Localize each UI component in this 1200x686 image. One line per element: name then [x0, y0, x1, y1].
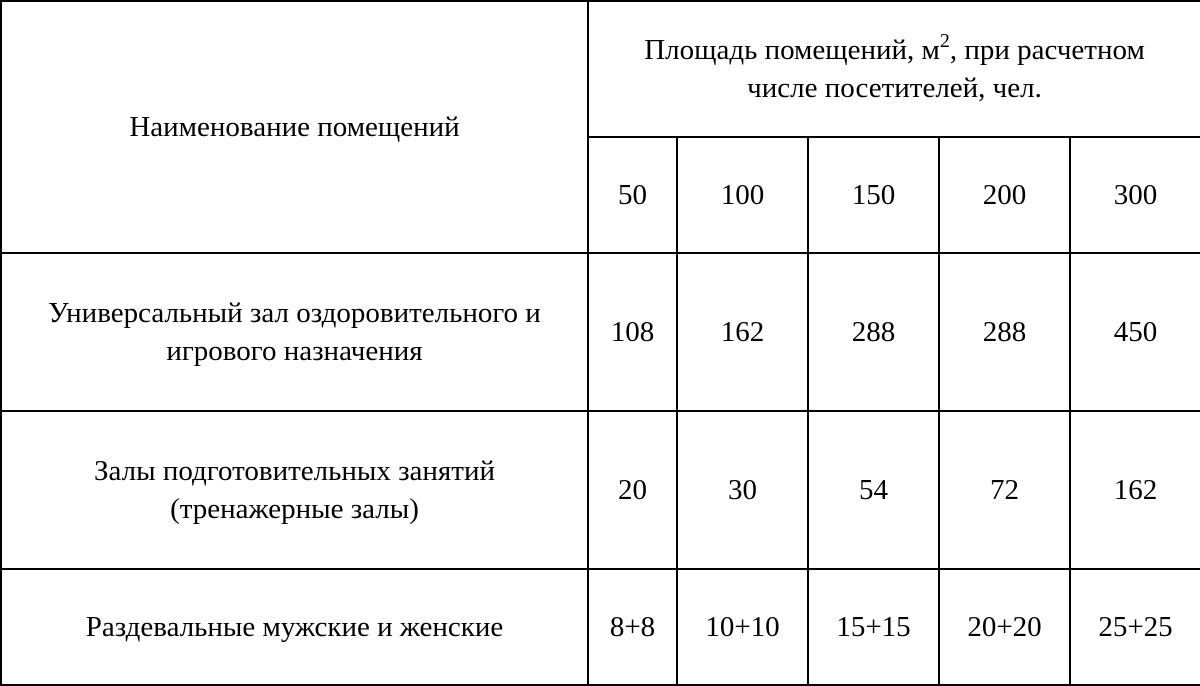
header-area-group — [588, 1, 1200, 137]
header-visitors-150: 150 — [808, 137, 939, 253]
area-value-cell: 450 — [1070, 253, 1200, 411]
area-value-cell: 162 — [677, 253, 808, 411]
header-room-name — [1, 1, 588, 253]
header-row-1 — [1, 1, 1200, 137]
room-name-line1: Раздевальные мужские и женские — [85, 611, 504, 643]
room-name-line1: Универсальный зал оздоровительного и — [48, 297, 541, 329]
header-area-suffix: , при расчетном — [949, 34, 1145, 66]
area-value-cell: 288 — [808, 253, 939, 411]
room-name-line2: игрового назначения — [166, 335, 423, 367]
area-value-cell: 288 — [939, 253, 1070, 411]
header-area-group-line2: числе посетителей, чел. — [747, 72, 1042, 104]
area-value-cell: 108 — [588, 253, 677, 411]
table-row — [1, 411, 1200, 569]
area-value-cell: 30 — [677, 411, 808, 569]
header-visitors-200: 200 — [939, 137, 1070, 253]
header-area-prefix: Площадь помещений, м — [644, 34, 940, 66]
table-row — [1, 253, 1200, 411]
room-name-cell — [1, 253, 588, 411]
area-value-cell: 25+25 — [1070, 569, 1200, 685]
room-name-cell — [1, 411, 588, 569]
header-area-superscript: 2 — [939, 30, 950, 52]
room-name-line1: Залы подготовительных занятий — [94, 455, 495, 487]
area-value-cell: 15+15 — [808, 569, 939, 685]
header-area-group-line1 — [595, 31, 1194, 69]
header-visitors-100: 100 — [677, 137, 808, 253]
table-row — [1, 569, 1200, 685]
area-value-cell: 10+10 — [677, 569, 808, 685]
area-value-cell: 8+8 — [588, 569, 677, 685]
area-value-cell: 20+20 — [939, 569, 1070, 685]
area-value-cell: 54 — [808, 411, 939, 569]
header-room-name-text: Наименование помещений — [129, 111, 460, 143]
area-value-cell: 162 — [1070, 411, 1200, 569]
room-name-line2: (тренажерные залы) — [170, 493, 419, 525]
room-name-cell — [1, 569, 588, 685]
header-visitors-50: 50 — [588, 137, 677, 253]
area-value-cell: 20 — [588, 411, 677, 569]
area-value-cell: 72 — [939, 411, 1070, 569]
header-visitors-300: 300 — [1070, 137, 1200, 253]
